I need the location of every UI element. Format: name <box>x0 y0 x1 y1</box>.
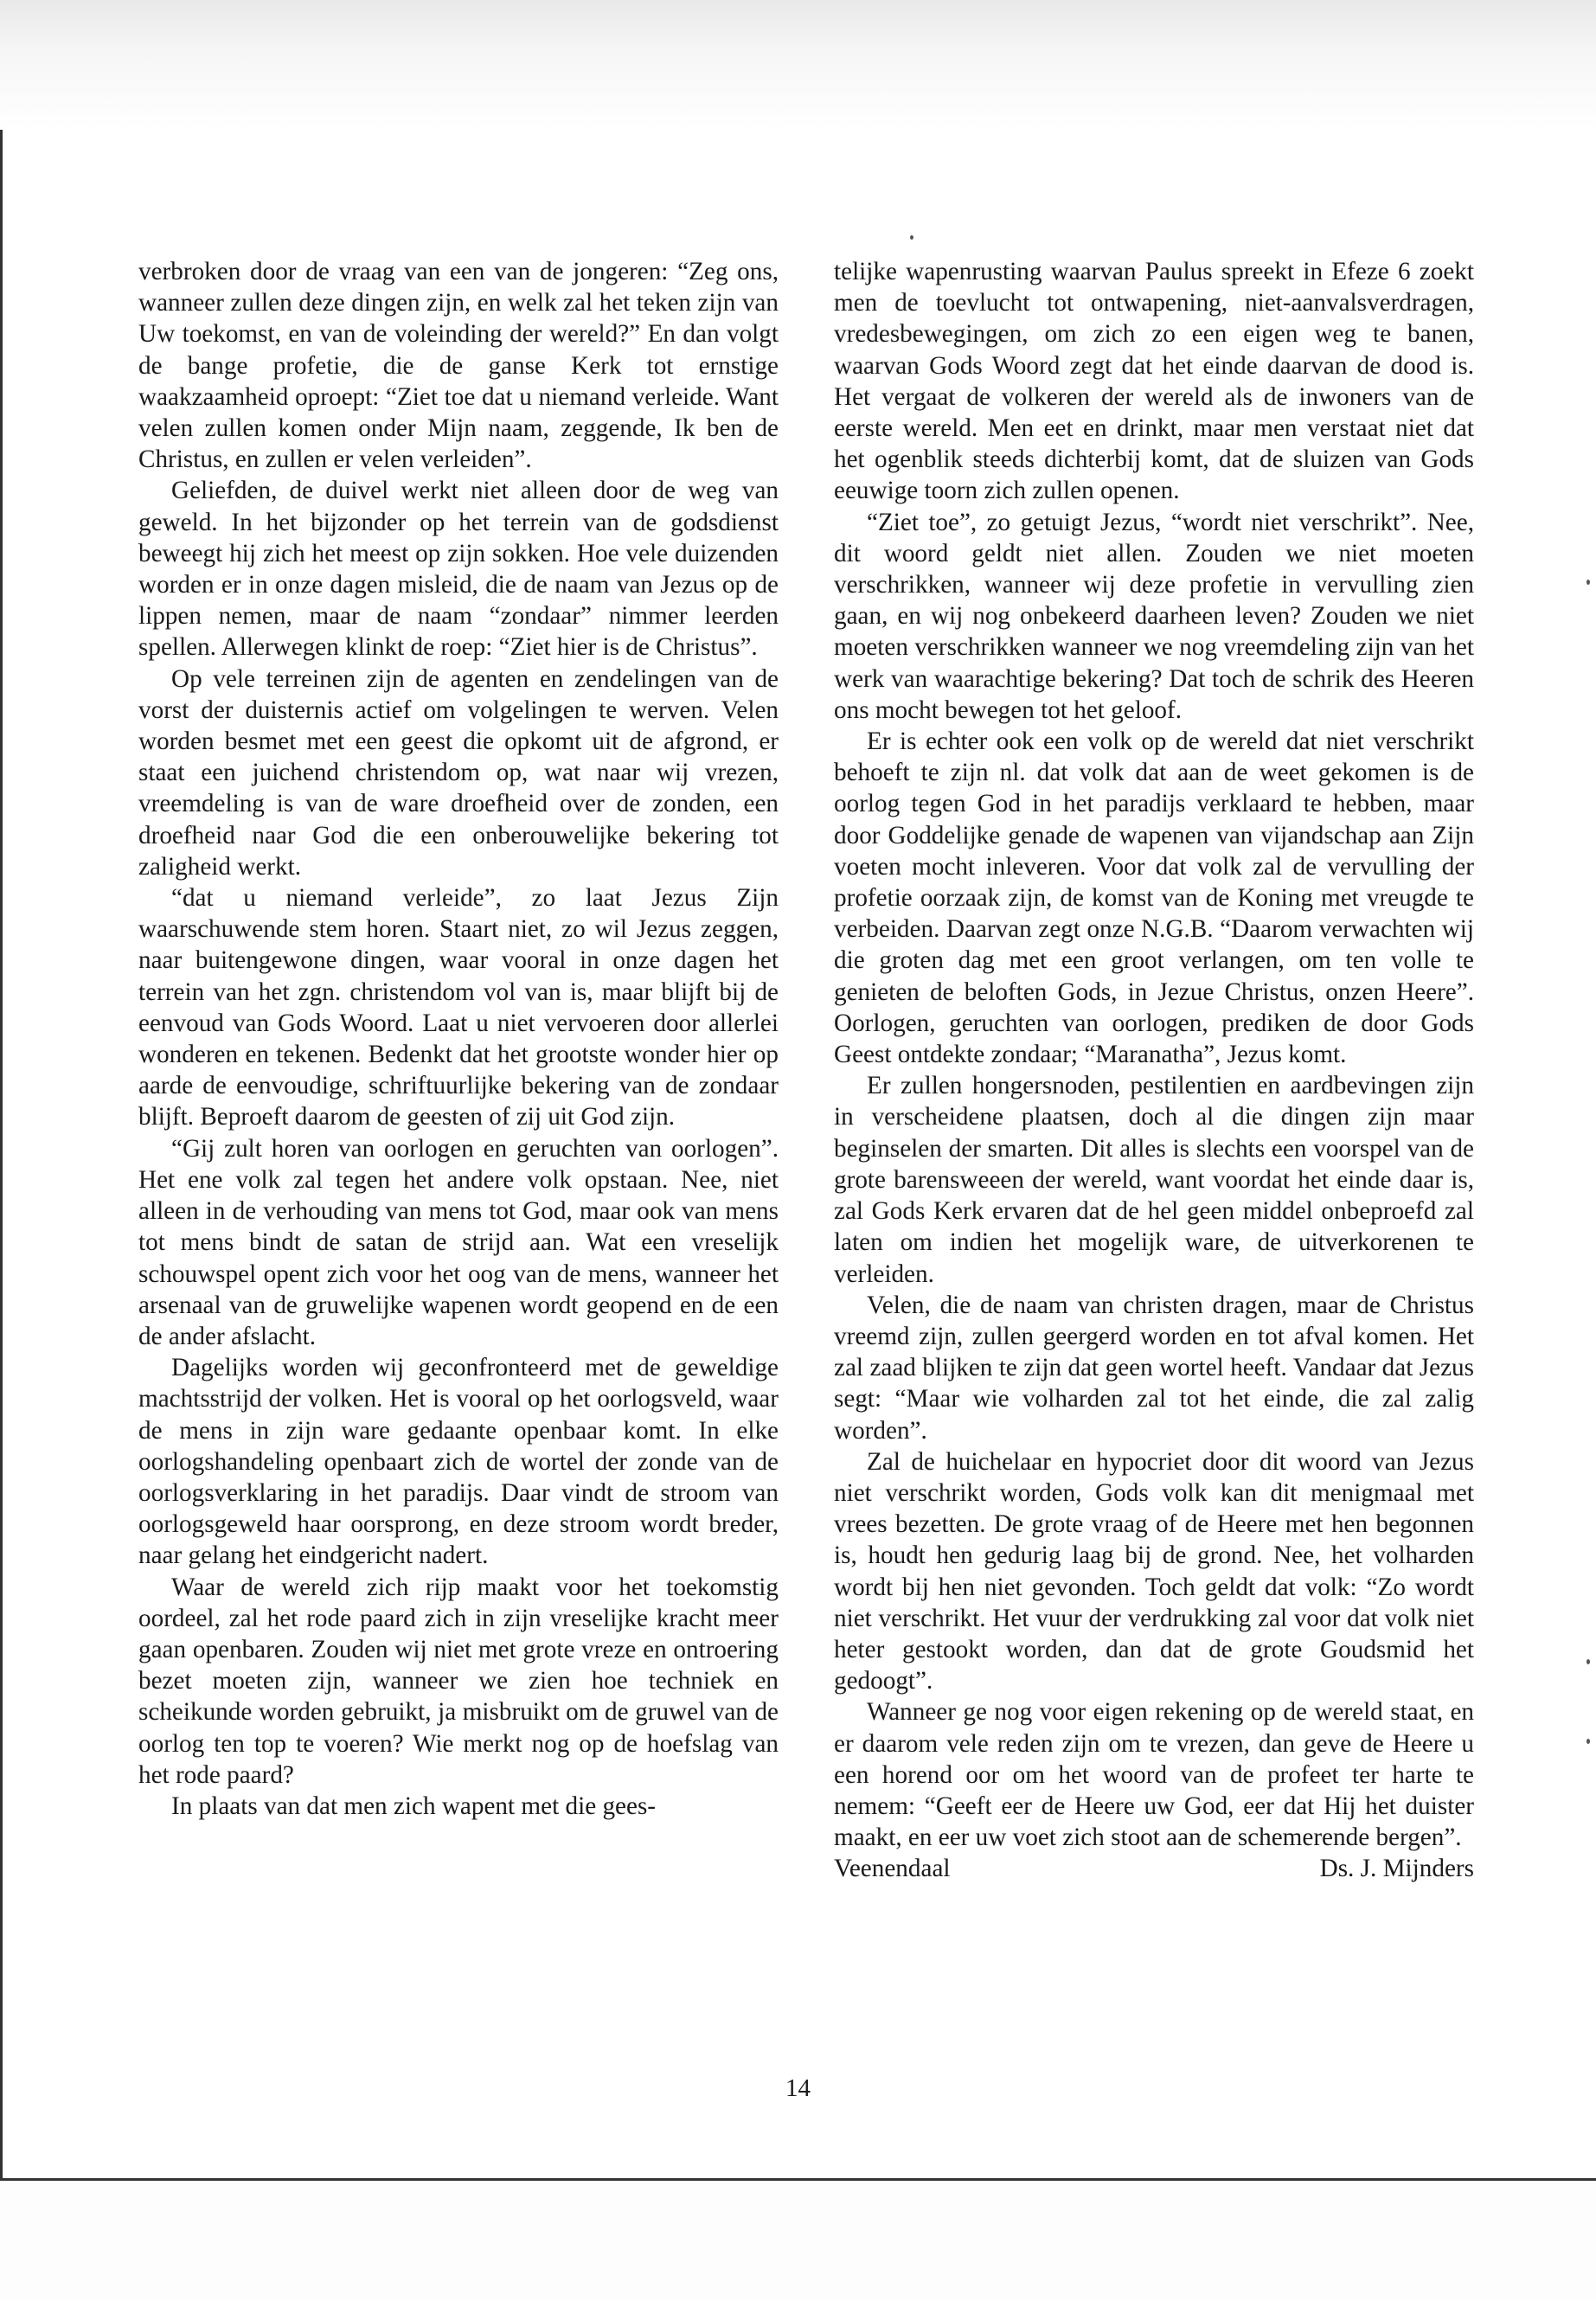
scan-speck <box>1586 1659 1590 1664</box>
left-column <box>138 256 779 1822</box>
paragraph: telijke wapenrusting waarvan Paulus spreekt in Efeze 6 zoekt men de toevlucht tot ontwapening, niet-aanvalsverdragen, vredesbewegingen, om zich zo een eigen weg te banen, waarvan Gods Woord zegt dat het einde daarvan de dood is. Het vergaat de volkeren der wereld als de inwoners van de eerste wereld. Men eet en drinkt, maar men verstaat niet dat het ogenblik steeds dichterbij komt, dat de sluizen van Gods eeuwige toorn zich zullen openen. <box>834 258 1474 505</box>
scan-speck <box>1586 1739 1590 1744</box>
paragraph: Velen, die de naam van christen dragen, maar de Christus vreemd zijn, zullen geergerd worden en tot afval komen. Het zal zaad blijken te zijn dat geen wortel heeft. Vandaar dat Jezus segt: “Maar wie volharden zal tot het einde, die zal zalig worden”. <box>834 1291 1474 1445</box>
scan-left-border <box>0 130 3 2180</box>
paragraph: “Ziet toe”, zo getuigt Jezus, “wordt niet verschrikt”. Nee, dit woord geldt niet allen. Zouden we niet moeten verschrikken, wanneer wij deze profetie in vervulling zien gaan, en wij nog onbekeerd daarheen leven? Zouden we niet moeten verschrikken wanneer we nog vreemdeling zijn van het werk van waarachtige bekering? Dat toch de schrik des Heeren ons mocht bewegen tot het geloof. <box>834 508 1474 724</box>
signature-line <box>834 1853 1474 1884</box>
paragraph: Er zullen hongersnoden, pestilentien en aardbevingen zijn in verscheidene plaatsen, doch al die dingen zijn maar beginselen der smarten. Dit alles is slechts een voorspel van de grote barensweeen der wereld, want voordat het einde daar is, zal Gods Kerk ervaren dat de hel geen middel onbeproefd zal laten om indien het mogelijk ware, de uitverkorenen te verleiden. <box>834 1072 1474 1288</box>
scan-speck <box>910 235 913 240</box>
paragraph: Dagelijks worden wij geconfronteerd met de geweldige machtsstrijd der volken. Het is vooral op het oorlogsveld, waar de mens in zijn ware gedaante openbaar komt. In elke oorlogshandeling openbaart zich de wortel der zonde van de oorlogsverklaring in het paradijs. Daar vindt de stroom van oorlogsgeweld haar oorsprong, en deze stroom wordt breder, naar gelang het eindgericht nadert. <box>138 1354 779 1570</box>
paragraph: verbroken door de vraag van een van de jongeren: “Zeg ons, wanneer zullen deze dingen zijn, en welk zal het teken zijn van Uw toekomst, en van de voleinding der wereld?” En dan volgt de bange profetie, die de ganse Kerk tot ernstige waakzaamheid oproept: “Ziet toe dat u niemand verleide. Want velen zullen komen onder Mijn naam, zeggende, Ik ben de Christus, en zullen er velen verleiden”. <box>138 258 779 474</box>
paragraph: In plaats van dat men zich wapent met die gees- <box>171 1791 657 1820</box>
paragraph: Zal de huichelaar en hypocriet door dit woord van Jezus niet verschrikt worden, Gods volk kan dit menigmaal met vrees bezetten. De grote vraag of de Heere met hen begonnen is, houdt hen gedurig laag bij de grond. Nee, het volharden wordt bij hen niet gevonden. Toch geldt dat volk: “Zo wordt niet verschrikt. Het vuur der verdrukking zal voor dat volk niet heter gestookt worden, dan dat de grote Goudsmid het gedoogt”. <box>834 1447 1474 1695</box>
scan-speck <box>1586 580 1590 585</box>
scan-bottom-margin <box>0 2181 1596 2301</box>
paragraph: “Gij zult horen van oorlogen en geruchten van oorlogen”. Het ene volk zal tegen het andere volk opstaan. Nee, niet alleen in de verhouding van mens tot God, maar ook van mens tot mens bindt de satan de strijd aan. Wat een vreselijk schouwspel opent zich voor het oog van de mens, wanneer het arsenaal van de gruwelijke wapenen wordt geopend en de een de ander afslacht. <box>138 1134 779 1350</box>
right-column <box>834 256 1474 1885</box>
page-number: 14 <box>785 2074 811 2102</box>
paragraph: Geliefden, de duivel werkt niet alleen door de weg van geweld. In het bijzonder op het terrein van de godsdienst beweegt hij zich het meest op zijn sokken. Hoe vele duizenden worden er in onze dagen misleid, die de naam van Jezus op de lippen nemen, maar de naam “zondaar” nimmer leerden spellen. Allerwegen klinkt de roep: “Ziet hier is de Christus”. <box>138 477 779 662</box>
scan-top-margin <box>0 0 1596 130</box>
paragraph: Op vele terreinen zijn de agenten en zendelingen van de vorst der duisternis actief om volgelingen te werven. Velen worden besmet met een geest die opkomt uit de afgrond, er staat een juichend christendom op, wat naar wij vrezen, vreemdeling is van de ware droefheid over de zonden, een droefheid naar God die een onberouwelijke bekering tot zaligheid werkt. <box>138 664 779 881</box>
paragraph: Er is echter ook een volk op de wereld dat niet verschrikt behoeft te zijn nl. dat volk dat aan de weet gekomen is de oorlog tegen God in het paradijs verklaard te hebben, maar door Goddelijke genade de wapenen van vijandschap aan Zijn voeten mocht inleveren. Voor dat volk zal de vervulling der profetie oorzaak zijn, de komst van de Koning met vreugde te verbeiden. Daarvan zegt onze N.G.B. “Daarom verwachten wij die groten dag met een groot verlangen, om ten volle te genieten de beloften Gods, in Jezue Christus, onzen Heere”. Oorlogen, geruchten van oorlogen, prediken de door Gods Geest ontdekte zondaar; “Maranatha”, Jezus komt. <box>834 727 1474 1069</box>
signature-place: Veenendaal <box>834 1855 951 1883</box>
signature-author: Ds. J. Mijnders <box>1319 1855 1474 1883</box>
paragraph: Waar de wereld zich rijp maakt voor het toekomstig oordeel, zal het rode paard zich in zijn vreselijke kracht meer gaan openbaren. Zouden wij niet met grote vreze en ontroering bezet moeten zijn, wanneer we zien hoe techniek en scheikunde worden gebruikt, ja misbruikt om de gruwel van de oorlog ten top te voeren? Wie merkt nog op de hoefslag van het rode paard? <box>138 1573 779 1789</box>
paragraph: Wanneer ge nog voor eigen rekening op de wereld staat, en er daarom vele reden zijn om te vrezen, dan geve de Heere u een horend oor om het woord van de profeet ter harte te nemem: “Geeft eer de Heere uw God, eer dat Hij het duister maakt, en eer uw voet zich stoot aan de schemerende bergen”. <box>834 1698 1474 1852</box>
paragraph: “dat u niemand verleide”, zo laat Jezus Zijn waarschuwende stem horen. Staart niet, zo wil Jezus zeggen, naar buitengewone dingen, waar vooral in onze dagen het terrein van het zgn. christendom vol van is, maar blijft bij de eenvoud van Gods Woord. Laat u niet vervoeren door allerlei wonderen en tekenen. Bedenkt dat het grootste wonder hier op aarde de eenvoudige, schriftuurlijke bekering van de zondaar blijft. Beproeft daarom de geesten of zij uit God zijn. <box>138 884 779 1131</box>
